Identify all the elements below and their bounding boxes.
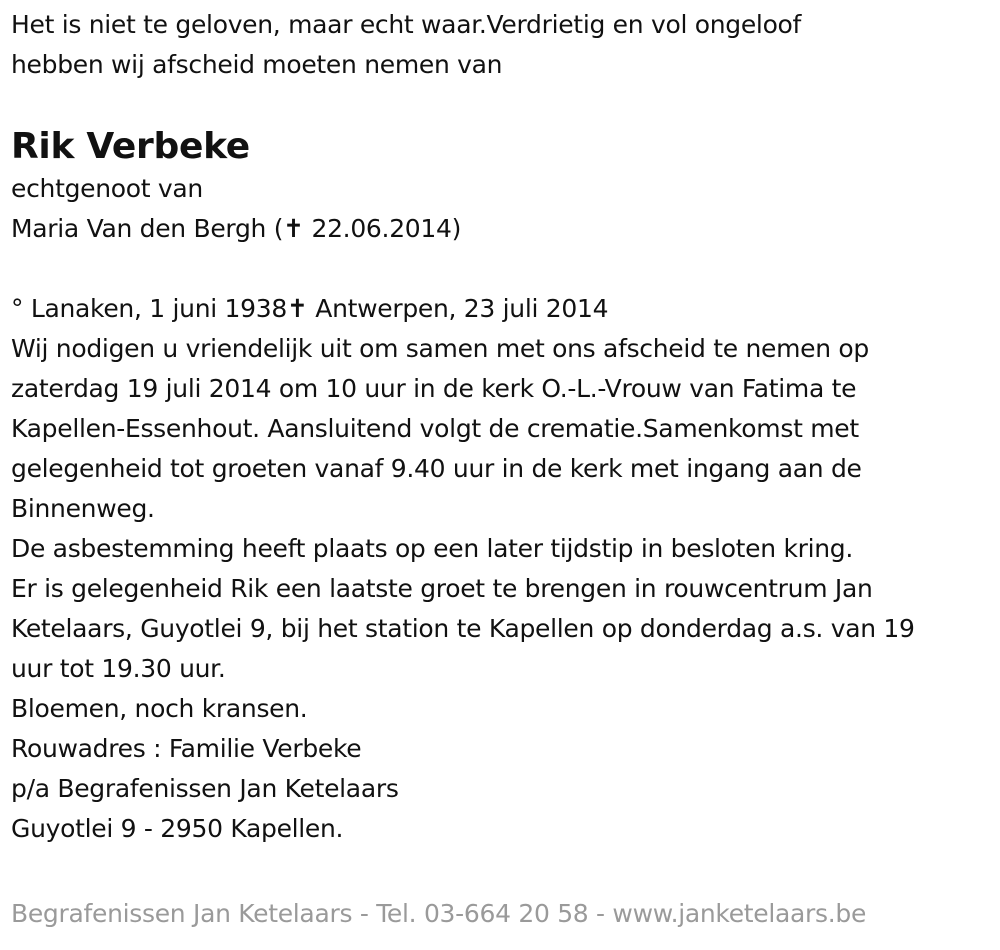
body-line: uur tot 19.30 uur. bbox=[11, 654, 226, 683]
body-line: Wij nodigen u vriendelijk uit om samen met ons afscheid te nemen op bbox=[11, 334, 869, 363]
birth-death-line: ° Lanaken, 1 juni 1938✝ Antwerpen, 23 juli 2014 bbox=[11, 294, 609, 323]
obituary-notice bbox=[11, 5, 996, 849]
spacer bbox=[11, 249, 996, 289]
deceased-name: Rik Verbeke bbox=[11, 126, 250, 167]
body-line: Rouwadres : Familie Verbeke bbox=[11, 734, 362, 763]
intro-line-1: Het is niet te geloven, maar echt waar.Verdrietig en vol ongeloof bbox=[11, 10, 802, 39]
spacer bbox=[11, 85, 996, 125]
body-line: Guyotlei 9 - 2950 Kapellen. bbox=[11, 814, 344, 843]
funeral-home-footer: Begrafenissen Jan Ketelaars - Tel. 03-664 20 58 - www.janketelaars.be bbox=[11, 899, 867, 928]
intro-line-2: hebben wij afscheid moeten nemen van bbox=[11, 50, 503, 79]
body-line: zaterdag 19 juli 2014 om 10 uur in de kerk O.-L.-Vrouw van Fatima te bbox=[11, 374, 857, 403]
relation-line-2: Maria Van den Bergh (✝ 22.06.2014) bbox=[11, 214, 462, 243]
body-line: gelegenheid tot groeten vanaf 9.40 uur in de kerk met ingang aan de bbox=[11, 454, 862, 483]
body-line: Ketelaars, Guyotlei 9, bij het station te Kapellen op donderdag a.s. van 19 bbox=[11, 614, 915, 643]
body-line: Kapellen-Essenhout. Aansluitend volgt de crematie.Samenkomst met bbox=[11, 414, 859, 443]
body-line: Binnenweg. bbox=[11, 494, 155, 523]
relation-line-1: echtgenoot van bbox=[11, 174, 203, 203]
body-line: Bloemen, noch kransen. bbox=[11, 694, 308, 723]
body-line: De asbestemming heeft plaats op een later tijdstip in besloten kring. bbox=[11, 534, 854, 563]
body-line: p/a Begrafenissen Jan Ketelaars bbox=[11, 774, 399, 803]
body-line: Er is gelegenheid Rik een laatste groet te brengen in rouwcentrum Jan bbox=[11, 574, 873, 603]
